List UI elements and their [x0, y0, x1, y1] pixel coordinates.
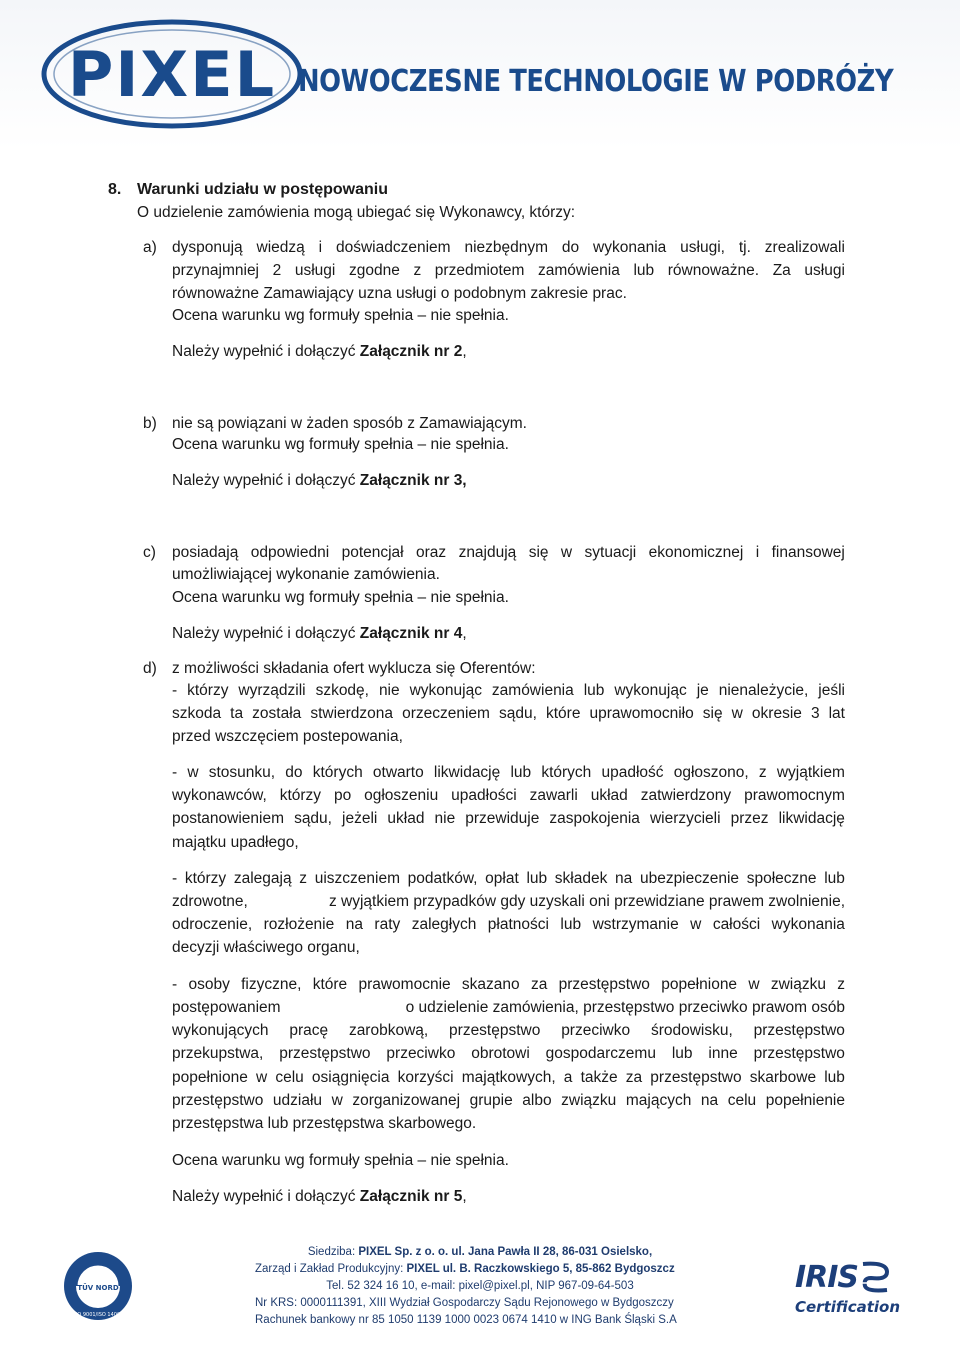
word: ogłoszono,: [673, 764, 749, 781]
iris-swoosh-icon: [861, 1260, 891, 1294]
item-b-assessment: Ocena warunku wg formuły spełnia – nie spełnia.: [172, 436, 509, 453]
word: lub: [671, 1045, 693, 1062]
word: lat: [828, 705, 845, 722]
word: -: [172, 764, 178, 781]
word: za: [625, 1069, 643, 1086]
word: sytuacji: [584, 544, 637, 561]
word: się: [702, 705, 723, 722]
word: udziału: [272, 1092, 323, 1109]
word: -: [172, 682, 178, 699]
iris-word: IRIS: [795, 1260, 859, 1295]
word: na: [345, 916, 363, 933]
d-p4-line2: [172, 998, 845, 1018]
d-p1-line2: [172, 704, 845, 724]
word: potencjał: [341, 544, 404, 561]
d-p4-line3: [172, 1021, 845, 1041]
word: zatwierdzony: [640, 787, 732, 804]
word: zaległych: [411, 916, 477, 933]
word: lub: [824, 870, 845, 887]
word: prawomocnym: [744, 787, 845, 804]
word: doświadczeniem: [336, 239, 451, 256]
word: z: [837, 976, 845, 993]
section-number: 8.: [108, 181, 122, 198]
item-c-line2: umożliwiającej wykonanie zamówienia.: [172, 566, 440, 583]
d-p4-line7: przestępstwa lub przestępstwa skarbowego.: [172, 1115, 477, 1132]
word: płatności: [487, 916, 549, 933]
word: związku: [770, 976, 826, 993]
section-title: Warunki udziału w postępowaniu: [137, 181, 388, 198]
word: lub: [526, 870, 548, 887]
d-p4-line4: [172, 1044, 845, 1064]
word: rozłożenie: [263, 916, 335, 933]
word: jeśli: [818, 682, 845, 699]
word: których: [312, 764, 363, 781]
word: układ: [590, 787, 628, 804]
word: nie: [378, 682, 400, 699]
tuv-ring-text: ISO 9001/ISO 14001: [72, 1312, 124, 1318]
word: je: [696, 682, 709, 699]
item-d-attachment: [172, 1187, 467, 1207]
word: tj.: [738, 239, 751, 256]
word: ekonomicznej: [648, 544, 744, 561]
word: stosunku,: [208, 764, 276, 781]
word: na: [615, 870, 633, 887]
word: 3: [810, 705, 820, 722]
word: po: [333, 787, 352, 804]
word: przestępstwo: [558, 976, 650, 993]
word: lub: [560, 916, 582, 933]
word: wyjątkiem: [776, 764, 845, 781]
word: Za: [772, 262, 791, 279]
footer-line-3: Tel. 52 324 16 10, e-mail: pixel@pixel.pl, NIP 967-09-64-503: [326, 1280, 634, 1292]
word: likwidację: [778, 810, 845, 827]
attachment-ref: Załącznik nr 3,: [359, 472, 467, 489]
word: nie: [434, 810, 456, 827]
word: posiadają: [172, 544, 239, 561]
word: środowisku,: [650, 1022, 733, 1039]
word: osiągnięcia: [311, 1069, 390, 1086]
word: składek: [554, 870, 608, 887]
word: także: [580, 1069, 618, 1086]
footer-line-5: Rachunek bankowy nr 85 1050 1139 1000 0023 0674 1410 w ING Bank Śląski S.A: [255, 1314, 677, 1326]
d-p3-line4: decyzji właściwego organu,: [172, 939, 360, 956]
word: jeżeli: [342, 810, 378, 827]
item-b-label: b): [143, 415, 157, 432]
word: skazano: [461, 976, 520, 993]
word: skarbowe: [749, 1069, 817, 1086]
word: z: [299, 870, 308, 887]
word: które: [312, 976, 348, 993]
word: wykonania: [771, 916, 845, 933]
word: wykonując: [409, 682, 482, 699]
word: w: [256, 1069, 268, 1086]
word: się: [528, 544, 549, 561]
word: otwarto: [372, 764, 424, 781]
word: oraz: [416, 544, 447, 561]
word: -: [172, 976, 178, 993]
word: przeciwko: [561, 1022, 631, 1039]
word: z wyjątkiem przypadków gdy uzyskali oni przewidziane prawem zwolnienie,: [328, 893, 845, 910]
item-c-line1: [172, 543, 845, 563]
word: przeciwko: [386, 1045, 456, 1062]
pixel-logo: [40, 18, 305, 130]
item-a-label: a): [143, 239, 157, 256]
footer-hq-address: PIXEL Sp. z o. o. ul. Jana Pawła II 28, 86-031 Osielsko,: [358, 1246, 653, 1258]
d-p2-line1: [172, 763, 845, 783]
word: niezbędnym: [464, 239, 549, 256]
word: odpowiedni: [250, 544, 330, 561]
word: przestępstwo: [449, 1022, 541, 1039]
word: opłat: [485, 870, 519, 887]
item-b-line1: nie są powiązani w żaden sposób z Zamawiającym.: [172, 415, 527, 432]
iris-certification-logo: [795, 1260, 901, 1330]
word: popełnione: [661, 976, 738, 993]
word: które: [545, 705, 581, 722]
d-p2-line2: [172, 786, 845, 806]
d-p3-line3: [172, 915, 845, 935]
company-tagline: NOWOCZESNE TECHNOLOGIE W PODRÓŻY: [298, 64, 894, 99]
item-a-line3: równoważne Zamawiający uzna usługi o podobnym zakresie prac.: [172, 285, 627, 302]
d-p4-line5: [172, 1068, 845, 1088]
word: została: [252, 705, 302, 722]
footer-line-2: [255, 1261, 705, 1278]
word: postanowieniem: [172, 810, 285, 827]
word: albo: [522, 1092, 552, 1109]
word: celu: [275, 1069, 304, 1086]
footer-line-1: [255, 1244, 705, 1261]
word: zorganizowanej: [352, 1092, 461, 1109]
word: wyrządzili: [238, 682, 306, 699]
tuv-nord-certification-badge: [62, 1250, 134, 1322]
word: przestępstwo: [650, 1069, 742, 1086]
word: lub: [510, 764, 532, 781]
attachment-ref: Załącznik nr 2: [359, 343, 463, 360]
footer-plant-address: PIXEL ul. B. Raczkowskiego 5, 85-862 Bydgoszcz: [406, 1263, 675, 1275]
word: równoważne.: [667, 262, 760, 279]
word: korzyści: [397, 1069, 454, 1086]
word: usługi: [294, 262, 336, 279]
word: likwidację: [433, 764, 501, 781]
attach-suffix: ,: [462, 1188, 467, 1205]
word: wykonawców,: [172, 787, 267, 804]
section-intro: O udzielenie zamówienia mogą ubiegać się Wykonawcy, którzy:: [137, 204, 576, 221]
d-p4-line6: [172, 1091, 845, 1111]
word: zaspokojenia: [549, 810, 640, 827]
word: zawarli: [529, 787, 578, 804]
word: zarobkową,: [348, 1022, 429, 1039]
item-a-attachment: [172, 342, 467, 362]
word: a: [563, 1069, 573, 1086]
word: zamówienia: [491, 682, 574, 699]
page-footer: [0, 1232, 960, 1357]
word: przestępstwo: [172, 1092, 264, 1109]
item-c-attachment: [172, 624, 467, 644]
word: społeczne: [746, 870, 817, 887]
word: do: [285, 764, 303, 781]
d-p2-line4: majątku upadłego,: [172, 834, 299, 851]
d-p1-line3: przed wszczęciem postepowania,: [172, 728, 403, 745]
attach-suffix: ,: [462, 343, 467, 360]
word: gospodarczemu: [545, 1045, 656, 1062]
item-d-label: d): [143, 660, 157, 677]
item-c-assessment: Ocena warunku wg formuły spełnia – nie spełnia.: [172, 589, 509, 606]
word: którzy: [187, 682, 229, 699]
word: których: [541, 764, 592, 781]
word: z: [413, 262, 422, 279]
word: w: [560, 544, 573, 561]
word: grupie: [469, 1092, 513, 1109]
word: uprawomocniło: [589, 705, 694, 722]
word: usługi: [804, 262, 845, 279]
word: nienależycie,: [718, 682, 809, 699]
item-a-assessment: Ocena warunku wg formuły spełnia – nie spełnia.: [172, 307, 509, 324]
word: zamówienia: [538, 262, 620, 279]
company-details: [255, 1244, 705, 1329]
item-b-attachment: [172, 471, 467, 491]
word: przynajmniej: [172, 262, 260, 279]
letterhead: [0, 0, 960, 150]
item-a-line1: [172, 238, 845, 258]
word: zalegają: [233, 870, 292, 887]
word: lub: [824, 1069, 845, 1086]
word: lub: [583, 682, 605, 699]
logo-text: PIXEL: [67, 38, 277, 111]
word: zgodne: [348, 262, 400, 279]
d-p2-line3: [172, 809, 845, 829]
word: układ: [387, 810, 425, 827]
item-d-assessment: Ocena warunku wg formuły spełnia – nie spełnia.: [172, 1152, 509, 1169]
word: usługi,: [680, 239, 725, 256]
word: o udzielenie zamówienia, przestępstwo przeciwko prawom osób: [405, 999, 845, 1016]
word: upadłości: [451, 787, 517, 804]
word: ta: [230, 705, 244, 722]
item-a-line2: [172, 261, 845, 281]
word: wykonania: [593, 239, 667, 256]
d-p3-line2: [172, 892, 845, 912]
word: 2: [272, 262, 282, 279]
item-d-line1: z możliwości składania ofert wyklucza się Oferentów:: [172, 660, 536, 677]
word: w: [331, 1092, 343, 1109]
word: orzeczeniem: [402, 705, 490, 722]
attachment-ref: Załącznik nr 5: [359, 1188, 463, 1205]
word: odroczenie,: [172, 916, 253, 933]
word: szkodę,: [315, 682, 369, 699]
word: majątkowych,: [461, 1069, 556, 1086]
word: w: [690, 916, 702, 933]
word: fizyczne,: [241, 976, 302, 993]
word: którzy: [184, 870, 227, 887]
footer-label: Siedziba:: [307, 1246, 359, 1258]
word: w: [731, 705, 743, 722]
word: z: [758, 764, 767, 781]
word: ubezpieczenie: [639, 870, 740, 887]
word: postępowaniem: [172, 999, 281, 1016]
word: lub: [633, 262, 655, 279]
word: szkoda: [172, 705, 222, 722]
word: wierzycieli: [649, 810, 721, 827]
word: osoby: [188, 976, 230, 993]
attach-prefix: Należy wypełnić i dołączyć: [172, 472, 360, 489]
word: finansowej: [771, 544, 845, 561]
item-c-label: c): [143, 544, 156, 561]
word: i: [755, 544, 760, 561]
word: znajdują: [458, 544, 517, 561]
word: celu: [727, 1092, 757, 1109]
word: wykonując: [614, 682, 687, 699]
word: zrealizowali: [764, 239, 845, 256]
d-p3-line1: [172, 869, 845, 889]
word: przestępstwo: [753, 1045, 845, 1062]
word: wiedzą: [256, 239, 305, 256]
d-p4-line1: [172, 975, 845, 995]
word: przez: [730, 810, 769, 827]
d-p1-line1: [172, 681, 845, 701]
tuv-label: TÜV NORD: [77, 1284, 119, 1292]
word: wykonujących: [172, 1022, 269, 1039]
word: mających: [625, 1092, 692, 1109]
word: inne: [708, 1045, 738, 1062]
attach-prefix: Należy wypełnić i dołączyć: [172, 343, 360, 360]
word: dysponują: [172, 239, 243, 256]
word: przewiduje: [465, 810, 540, 827]
word: związku: [561, 1092, 617, 1109]
footer-line-4: Nr KRS: 0000111391, XIII Wydział Gospodarczy Sądu Rejonowego w Bydgoszczy: [255, 1297, 674, 1309]
word: przekupstwa,: [172, 1045, 264, 1062]
word: przedmiotem: [434, 262, 525, 279]
word: popełnione: [172, 1069, 248, 1086]
word: do: [561, 239, 580, 256]
word: -: [172, 870, 178, 887]
word: podatków,: [407, 870, 478, 887]
word: obrotowi: [471, 1045, 530, 1062]
word: którzy: [279, 787, 322, 804]
word: wstrzymanie: [592, 916, 679, 933]
attach-prefix: Należy wypełnić i dołączyć: [172, 1188, 360, 1205]
word: prawomocnie: [358, 976, 451, 993]
word: i: [318, 239, 323, 256]
word: w: [748, 976, 760, 993]
word: raty: [374, 916, 401, 933]
word: całości: [712, 916, 761, 933]
word: upadłość: [601, 764, 664, 781]
word: stwierdzona: [310, 705, 394, 722]
word: przestępstwo: [279, 1045, 371, 1062]
word: w: [187, 764, 199, 781]
word: okresie: [751, 705, 802, 722]
attach-prefix: Należy wypełnić i dołączyć: [172, 625, 360, 642]
word: ogłoszeniu: [364, 787, 439, 804]
word: zdrowotne,: [172, 893, 248, 910]
word: pracę: [289, 1022, 329, 1039]
iris-certification-text: Certification: [795, 1298, 901, 1316]
word: uiszczeniem: [314, 870, 400, 887]
word: sądu,: [294, 810, 332, 827]
word: za: [530, 976, 548, 993]
word: popełnienie: [765, 1092, 845, 1109]
word: na: [700, 1092, 719, 1109]
word: przestępstwo: [753, 1022, 845, 1039]
attachment-ref: Załącznik nr 4: [359, 625, 463, 642]
attach-suffix: ,: [462, 625, 467, 642]
word: sądu,: [499, 705, 537, 722]
footer-label: Zarząd i Zakład Produkcyjny:: [255, 1263, 407, 1275]
